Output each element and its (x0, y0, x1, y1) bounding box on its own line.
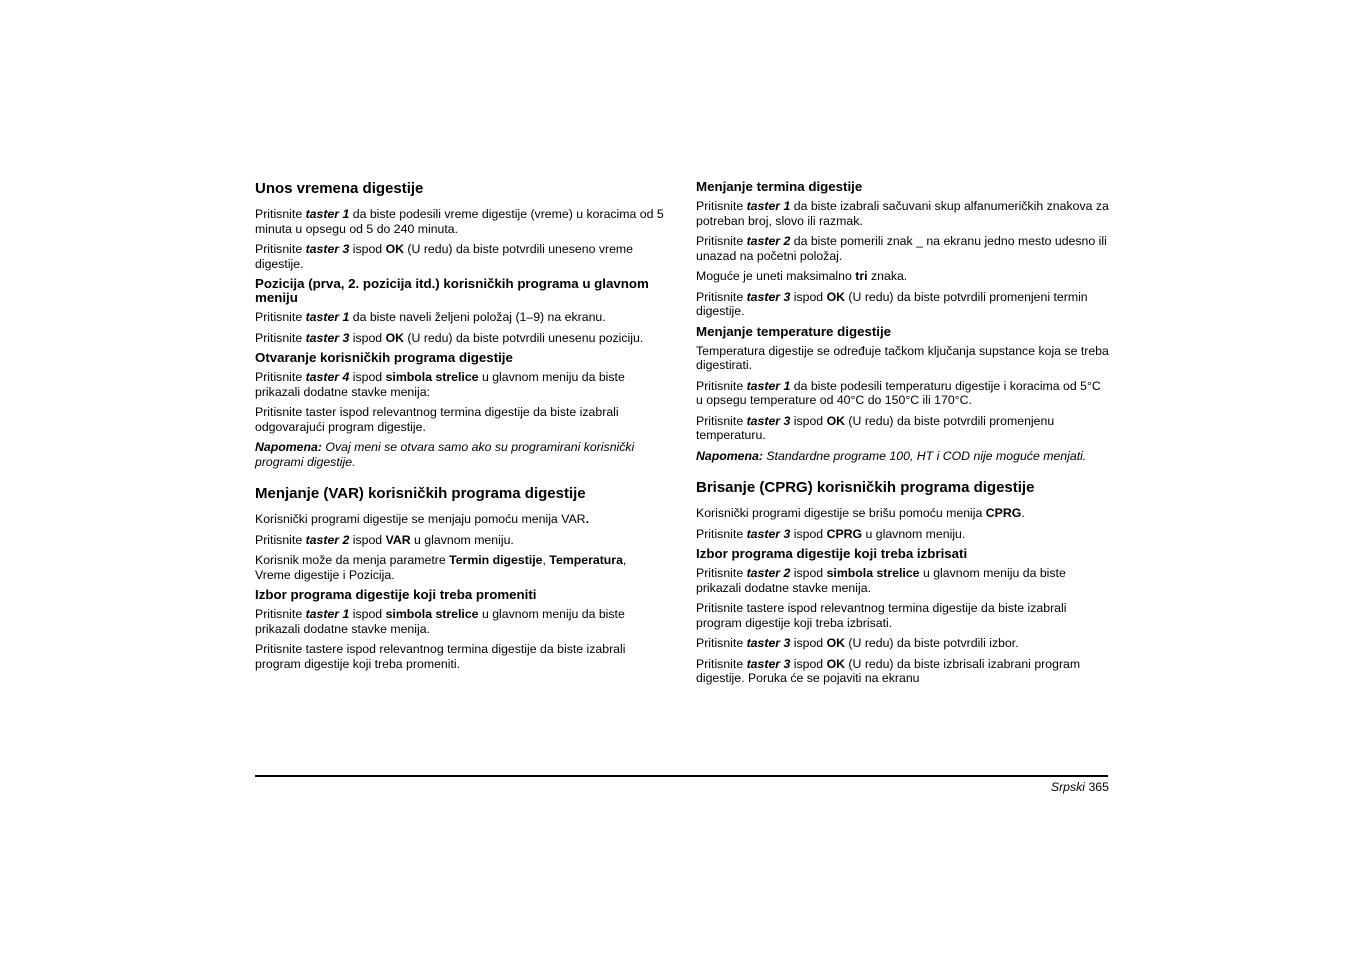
paragraph: Pritisnite taster 2 da biste pomerili znak _ na ekranu jedno mesto udesno ili unazad na početni položaj. (696, 234, 1107, 263)
paragraph: Pritisnite tastere ispod relevantnog termina digestije da biste izabrali program digestije koji treba promeniti. (255, 642, 626, 671)
subsection-heading: Menjanje temperature digestije (696, 323, 892, 339)
paragraph: Pritisnite taster 3 ispod OK (U redu) da biste potvrdili uneseno vreme digestije. (255, 242, 633, 271)
footer-language: Srpski (1050, 780, 1086, 794)
paragraph: Pritisnite taster 1 da biste naveli željeni položaj (1–9) na ekranu. (255, 310, 606, 324)
paragraph: Pritisnite taster ispod relevantnog termina digestije da biste izabrali odgovarajući program digestije. (255, 405, 619, 434)
paragraph: Pritisnite taster 3 ispod OK (U redu) da biste potvrdili unesenu poziciju. (255, 330, 644, 345)
paragraph: Pritisnite taster 1 ispod simbola strelice u glavnom meniju da biste prikazali dodatne stavke menija. (255, 607, 625, 636)
paragraph: Korisnik može da menja parametre Termin digestije, Temperatura, Vreme digestije i Pozicija. (255, 553, 627, 582)
subsection-heading: Menjanje termina digestije (696, 179, 863, 194)
paragraph: Pritisnite taster 4 ispod simbola strelice u glavnom meniju da biste prikazali dodatne stavke menija: (255, 370, 625, 399)
paragraph: Korisnički programi digestije se menjaju pomoću menija VAR. (255, 512, 589, 526)
subsection-heading: Otvaranje korisničkih programa digestije (255, 350, 513, 365)
subsection-heading: Izbor programa digestije koji treba izbrisati (696, 546, 968, 561)
right-column (696, 180, 1110, 692)
paragraph: Korisnički programi digestije se brišu pomoću menija CPRG. (696, 506, 1025, 520)
paragraph: Pritisnite taster 1 da biste podesili vreme digestije (vreme) u koracima od 5 minuta u opsegu od 5 do 240 minuta. (255, 207, 664, 236)
subsection-heading: Pozicija (prva, 2. pozicija itd.) korisničkih programa u glavnom meniju (255, 276, 649, 305)
section-heading: Brisanje (CPRG) korisničkih programa digestije (696, 479, 1035, 496)
section-heading: Menjanje (VAR) korisničkih programa digestije (255, 485, 586, 502)
footer-rule (255, 775, 1108, 777)
paragraph: Pritisnite taster 3 ispod OK (U redu) da biste potvrdili izbor. (696, 636, 1019, 650)
page-footer (1051, 780, 1109, 794)
note: Napomena: Ovaj meni se otvara samo ako su programirani korisnički programi digestije. (255, 440, 635, 469)
page-number: 365 (1088, 780, 1109, 794)
paragraph: Pritisnite taster 3 ispod OK (U redu) da biste izbrisali izabrani program digestije. Poruka će se pojaviti na ekranu (696, 656, 1081, 685)
paragraph: Pritisnite taster 1 da biste izabrali sačuvani skup alfanumeričkih znakova za potreban broj, slovo ili razmak. (696, 199, 1109, 228)
paragraph: Pritisnite taster 1 da biste podesili temperaturu digestije i koracima od 5°C u opsegu temperature od 40°C do 150°C ili 170°C. (696, 378, 1101, 407)
paragraph: Pritisnite taster 3 ispod OK (U redu) da biste potvrdili promenjeni termin digestije. (696, 289, 1088, 318)
section-heading: Unos vremena digestije (255, 180, 424, 197)
subsection-heading: Izbor programa digestije koji treba promeniti (255, 587, 537, 602)
paragraph: Pritisnite taster 2 ispod simbola strelice u glavnom meniju da biste prikazali dodatne stavke menija. (696, 566, 1066, 595)
paragraph: Pritisnite taster 3 ispod OK (U redu) da biste potvrdili promenjenu temperaturu. (696, 413, 1055, 442)
paragraph: Temperatura digestije se određuje tačkom ključanja supstance koja se treba digestirati. (696, 343, 1109, 372)
paragraph: Pritisnite taster 3 ispod CPRG u glavnom meniju. (696, 526, 966, 541)
paragraph: Pritisnite taster 2 ispod VAR u glavnom meniju. (255, 532, 514, 547)
left-column (255, 180, 665, 677)
note: Napomena: Standardne programe 100, HT i COD nije moguće menjati. (696, 448, 1087, 463)
paragraph: Pritisnite tastere ispod relevantnog termina digestije da biste izabrali program digestije koji treba izbrisati. (696, 601, 1067, 630)
paragraph: Moguće je uneti maksimalno tri znaka. (696, 269, 908, 283)
